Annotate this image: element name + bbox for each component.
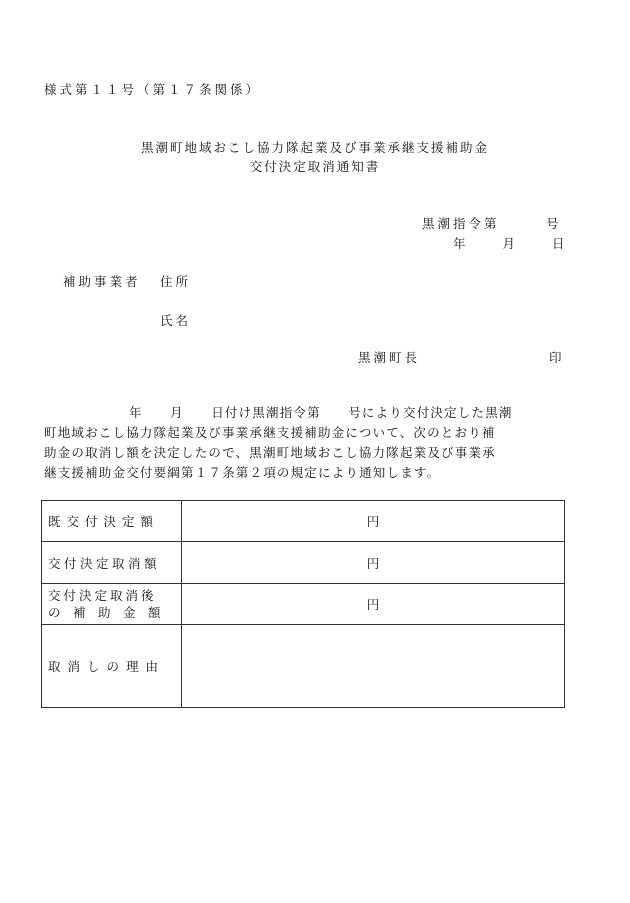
cancelled-amount-value: 円: [182, 542, 565, 584]
post-cancel-amount-label: [42, 584, 182, 625]
document-number: 黒潮指令第 号: [422, 216, 562, 231]
table-row: [42, 542, 565, 584]
document-title-line1: 黒潮町地域おこし協力隊起業及び事業承継支援補助金: [140, 140, 489, 155]
document-title-line2: 交付決定取消通知書: [249, 159, 381, 174]
post-cancel-label-line1: 交付決定取消後: [48, 588, 157, 603]
notice-body-line: 町地域おこし協力隊起業及び事業承継支援補助金について、次のとおり補: [44, 425, 496, 440]
notice-body-line: 継支援補助金交付要綱第１７条第２項の規定により通知します。: [44, 465, 441, 480]
notice-body-line: 助金の取消し額を決定したので、黒潮町地域おこし協力隊起業及び事業承: [44, 445, 496, 460]
cancelled-amount-label: 交付決定取消額: [42, 542, 182, 584]
post-cancel-label-line2: の 補 助 金 額: [48, 605, 161, 620]
table-row: [42, 625, 565, 708]
seal-mark: 印: [549, 350, 562, 365]
already-granted-label: 既交付決定額: [42, 501, 182, 542]
cancel-reason-label: 取消しの理由: [42, 625, 182, 708]
name-label: 氏名: [160, 313, 192, 328]
document-date: 年 月 日: [453, 236, 569, 251]
notice-body: [44, 403, 586, 483]
amount-table: [41, 500, 565, 708]
issuer-title: 黒潮町長: [358, 350, 421, 365]
post-cancel-amount-value: 円: [182, 584, 565, 625]
table-row: [42, 501, 565, 542]
cancel-reason-value: [182, 625, 565, 708]
already-granted-value: 円: [182, 501, 565, 542]
notice-body-line: 年 月 日付け黒潮指令第 号により交付決定した黒潮: [129, 405, 513, 420]
recipient-label: 補助事業者: [63, 274, 141, 289]
form-number: 様式第１１号（第１７条関係）: [44, 82, 262, 97]
table-row: [42, 584, 565, 625]
address-label: 住所: [160, 274, 192, 289]
